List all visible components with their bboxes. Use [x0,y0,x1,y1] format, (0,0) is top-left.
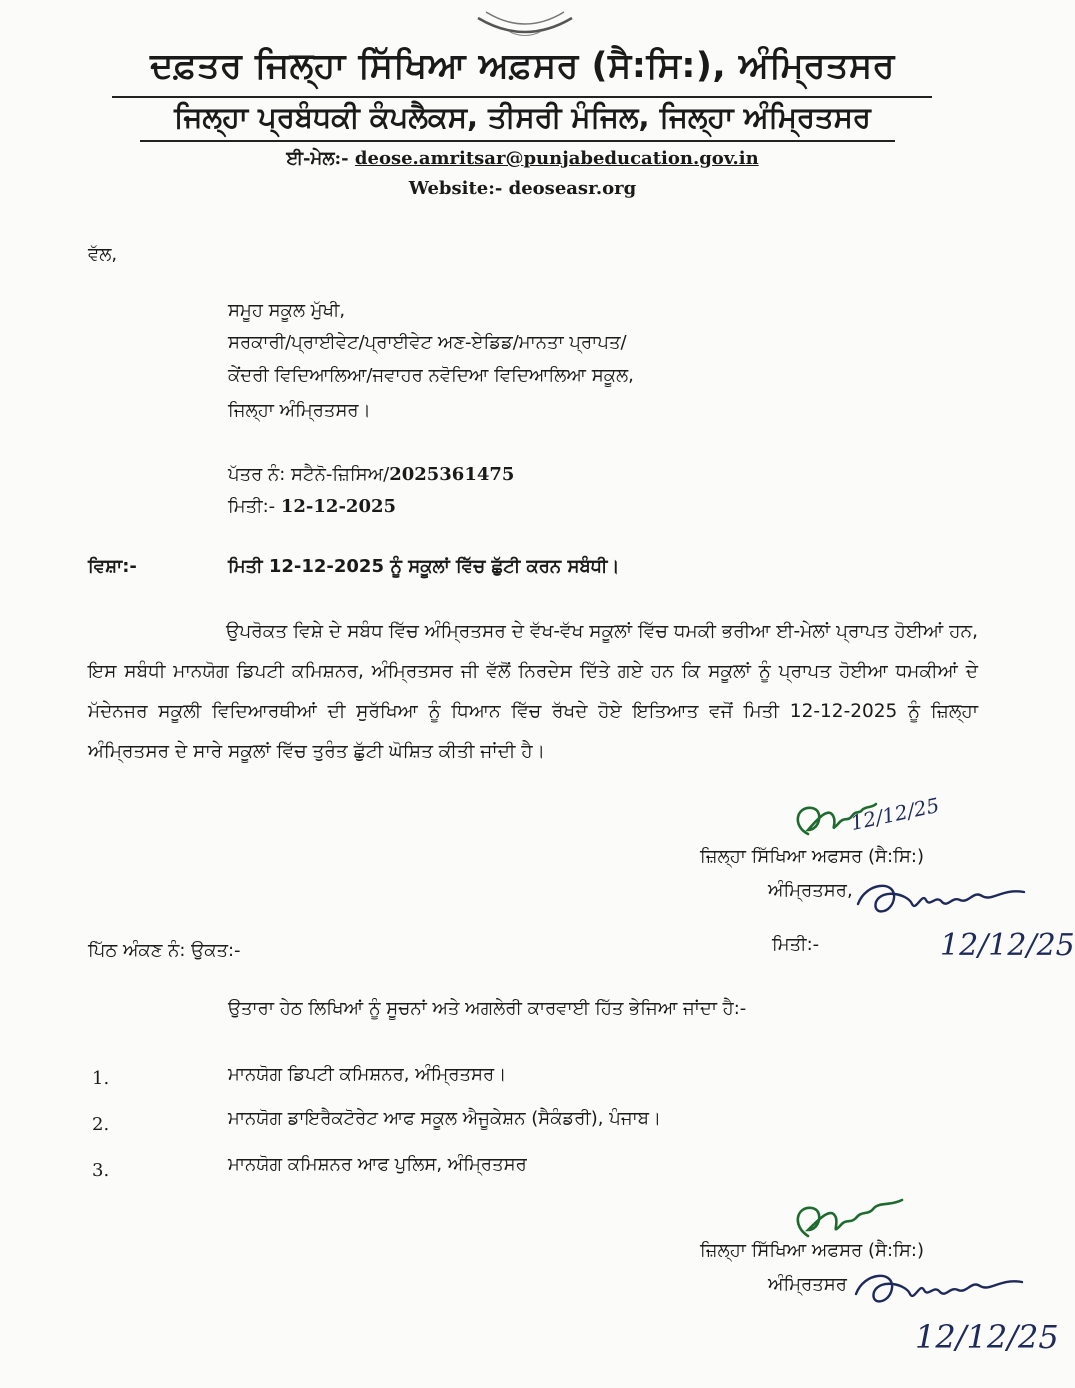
handwritten-date-top: 12/12/25 [848,792,942,836]
website-line: Website:- deoseasr.org [408,178,637,199]
letter-date-value: 12-12-2025 [280,496,397,517]
endorsement-date-label: ਮਿਤੀ:- [772,934,820,955]
handwritten-date: 12/12/25 [915,1318,1059,1356]
email-label: ਈ-ਮੇਲ:- [286,148,349,169]
signatory-title: ਜ਼ਿਲ੍ਹਾ ਸਿੱਖਿਆ ਅਫਸਰ (ਸੈ:ਸਿ:) [700,846,924,867]
email-address[interactable]: deose.amritsar@punjabeducation.gov.in [354,148,759,169]
copy-intro: ਉਤਾਰਾ ਹੇਠ ਲਿਖਿਆਂ ਨੂੰ ਸੂਚਨਾਂ ਅਤੇ ਅਗਲੇਰੀ ਕਾਰਵਾਈ ਹਿੱਤ ਭੇਜਿਆ ਜਾਂਦਾ ਹੈ:- [228,998,747,1019]
body-paragraph: ਉਪਰੋਕਤ ਵਿਸ਼ੇ ਦੇ ਸਬੰਧ ਵਿੱਚ ਅੰਮ੍ਰਿਤਸਰ ਦੇ ਵੱਖ-ਵੱਖ ਸਕੂਲਾਂ ਵਿੱਚ ਧਮਕੀ ਭਰੀਆ ਈ-ਮੇਲਾਂ ਪ੍ਰਾਪਤ ਹੋਈਆਂ ਹਨ, ਇਸ ਸਬੰਧੀ ਮਾਨਯੋਗ ਡਿਪਟੀ ਕਮਿਸ਼ਨਰ, ਅੰਮ੍ਰਿਤਸਰ ਜੀ ਵੱਲੋਂ ਨਿਰਦੇਸ ਦਿੱਤੇ ਗਏ ਹਨ ਕਿ ਸਕੂਲਾਂ ਨੂੰ ਪ੍ਰਾਪਤ ਹੋਈਆ ਧਮਕੀਆਂ ਦੇ ਮੱਦੇਨਜਰ ਸਕੂਲੀ ਵਿਦਿਆਰਥੀਆਂ ਦੀ ਸੁਰੱਖਿਆ ਨੂੰ ਧਿਆਨ ਵਿੱਚ ਰੱਖਦੇ ਹੋਏ ਇਤਿਆਤ ਵਜੋਂ ਮਿਤੀ 12-12-2025 ਨੂੰ ਜ਼ਿਲ੍ਹਾ ਅੰਮ੍ਰਿਤਸਰ ਦੇ ਸਾਰੇ ਸਕੂਲਾਂ ਵਿੱਚ ਤੁਰੰਤ ਛੁੱਟੀ ਘੋਸ਼ਿਤ ਕੀਤੀ ਜਾਂਦੀ ਹੈ। [88,621,978,762]
signatory-place: ਅੰਮ੍ਰਿਤਸਰ [768,1274,847,1295]
recipient-line: ਕੇਂਦਰੀ ਵਿਦਿਆਲਿਆ/ਜਵਾਹਰ ਨਵੋਦਿਆ ਵਿਦਿਆਲਿਆ ਸਕੂਲ, [228,365,634,386]
handwritten-date-bottom: 12/12/25 [940,928,1075,963]
green-signature [790,1196,920,1246]
recipient-line: ਸਮੂਹ ਸਕੂਲ ਮੁੱਖੀ, [228,300,346,321]
recipient-line: ਜਿਲ੍ਹਾ ਅੰਮ੍ਰਿਤਸਰ। [228,400,371,421]
letter-number-value: 2025361475 [389,464,515,485]
subject-label: ਵਿਸ਼ਾ:- [88,556,137,577]
copy-item-number: 2. [92,1114,110,1135]
copy-item-text: ਮਾਨਯੋਗ ਕਮਿਸ਼ਨਰ ਆਫ ਪੁਲਿਸ, ਅੰਮ੍ਰਿਤਸਰ [228,1154,527,1175]
subject-text: ਮਿਤੀ 12-12-2025 ਨੂੰ ਸਕੂਲਾਂ ਵਿੱਚ ਛੁੱਟੀ ਕਰਨ ਸਬੰਧੀ। [228,556,620,577]
signatory-place: ਅੰਮ੍ਰਿਤਸਰ, [768,880,853,901]
blue-signature [852,874,1032,930]
letter-date [228,496,396,517]
letter-date-label: ਮਿਤੀ:- [228,496,276,517]
copy-item-number: 1. [92,1068,110,1089]
copy-item-text: ਮਾਨਯੋਗ ਡਾਇਰੈਕਟੋਰੇਟ ਆਫ ਸਕੂਲ ਐਜੂਕੇਸ਼ਨ (ਸੈਕੰਡਰੀ), ਪੰਜਾਬ। [228,1108,662,1129]
signatory-title: ਜ਼ਿਲ੍ਹਾ ਸਿੱਖਿਆ ਅਫਸਰ (ਸੈ:ਸਿ:) [700,1240,924,1261]
copy-item-text: ਮਾਨਯੋਗ ਡਿਪਟੀ ਕਮਿਸ਼ਨਰ, ਅੰਮ੍ਰਿਤਸਰ। [228,1064,507,1085]
office-address: ਜਿਲ੍ਹਾ ਪ੍ਰਬੰਧਕੀ ਕੰਪਲੈਕਸ, ਤੀਸਰੀ ਮੰਜਿਲ, ਜਿਲ੍ਹਾ ਅੰਮ੍ਰਿਤਸਰ [174,100,871,134]
endorsement-number: ਪਿੱਠ ਅੰਕਣ ਨੰ: ਉਕਤ:- [88,940,241,961]
salutation: ਵੱਲ, [88,244,118,265]
letter-number-label: ਪੱਤਰ ਨੰ: ਸਟੈਨੋ-ਜ਼ਿਸਿਅ/ [228,464,390,485]
emblem-seal [470,8,580,44]
recipient-line: ਸਰਕਾਰੀ/ਪ੍ਰਾਈਵੇਟ/ਪ੍ਰਾਈਵੇਟ ਅਣ-ਏਡਿਡ/ਮਾਨਤਾ ਪ੍ਰਾਪਤ/ [228,332,627,353]
blue-signature [850,1262,1030,1318]
email-line [0,148,1045,169]
office-heading: ਦਫ਼ਤਰ ਜਿਲ੍ਹਾ ਸਿੱਖਿਆ ਅਫ਼ਸਰ (ਸੈ:ਸਿ:), ਅੰਮ੍ਰਿਤਸਰ [150,46,895,86]
address-rule [140,140,895,142]
letter-number [228,464,514,485]
copy-item-number: 3. [92,1160,110,1181]
heading-rule [112,96,932,98]
